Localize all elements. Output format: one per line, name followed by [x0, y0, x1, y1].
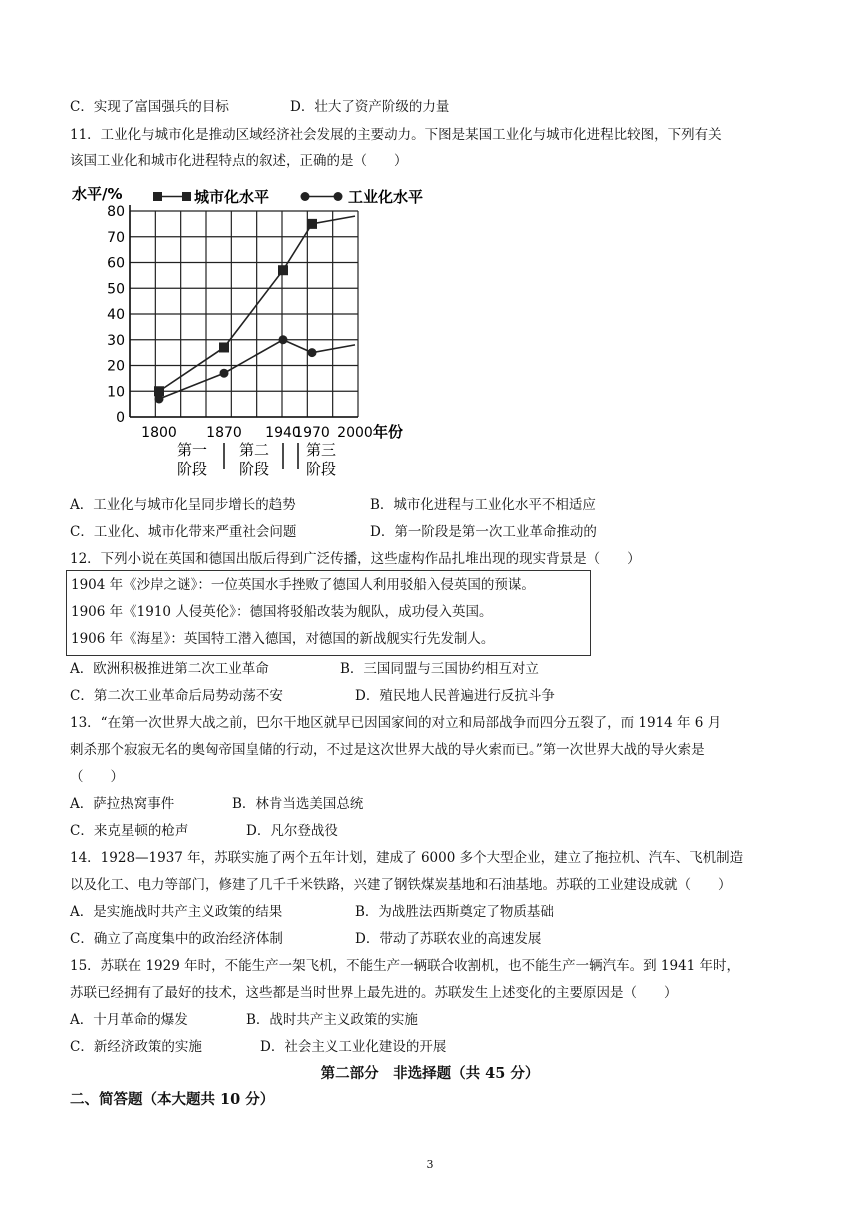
q13-stem-line1: 13．“在第一次世界大战之前，巴尔干地区就早已因国家间的对立和局部战争而四分五裂了，而 1914 年 6 月 [70, 715, 722, 731]
x-tick-label: 1870 [206, 425, 242, 441]
data-point-urbanization [278, 265, 288, 275]
y-tick-label: 60 [107, 255, 125, 272]
q11-option-a: A．工业化与城市化呈同步增长的趋势 [70, 497, 296, 513]
y-axis-label: 水平/% [72, 185, 123, 203]
x-tick-label: 1800 [141, 425, 177, 441]
x-axis-label: 年份 [373, 423, 404, 441]
legend-circle-marker [301, 192, 310, 201]
legend-square-marker [153, 192, 162, 201]
q14-option-a: A．是实施战时共产主义政策的结果 [70, 904, 283, 920]
q14-option-d: D．带动了苏联农业的高速发展 [355, 931, 542, 947]
chart-labels [72, 185, 403, 478]
y-tick-label: 50 [107, 281, 125, 298]
q15-option-a: A．十月革命的爆发 [70, 1012, 188, 1028]
q12-box-line1: 1904 年《沙岸之谜》：一位英国水手挫败了德国人利用驳船入侵英国的预谋。 [71, 577, 535, 593]
q12-option-b: B．三国同盟与三国协约相互对立 [340, 661, 539, 677]
data-point-industrialization [308, 348, 317, 357]
data-point-urbanization [307, 219, 317, 229]
y-tick-label: 20 [107, 358, 125, 375]
y-tick-label: 0 [116, 410, 125, 426]
q14-stem-line1: 14．1928—1937 年，苏联实施了两个五年计划，建成了 6000 多个大型企业，建立了拖拉机、汽车、飞机制造 [70, 850, 744, 866]
q11-option-b: B．城市化进程与工业化水平不相适应 [370, 497, 596, 513]
y-tick-label: 30 [107, 332, 125, 349]
legend-square-marker [182, 192, 191, 201]
data-point-industrialization [220, 369, 229, 378]
q12-option-d: D．殖民地人民普遍进行反抗斗争 [355, 688, 555, 704]
q11-option-d: D．第一阶段是第一次工业革命推动的 [370, 524, 597, 540]
stage-label: 阶段 [305, 460, 337, 478]
q10-option-c: C．实现了富国强兵的目标 [70, 99, 229, 115]
q13-option-c: C．来克星顿的枪声 [70, 823, 189, 839]
x-tick-label: 2000 [337, 425, 373, 441]
q14-option-b: B．为战胜法西斯奠定了物质基础 [355, 904, 554, 920]
legend-label-industrialization: 工业化水平 [348, 188, 424, 206]
q15-stem-line1: 15．苏联在 1929 年时，不能生产一架飞机，不能生产一辆联合收割机，也不能生产一辆汽车。到 1941 年时， [70, 958, 741, 974]
q11-stem-line1: 11．工业化与城市化是推动区域经济社会发展的主要动力。下图是某国工业化与城市化进程比较图，下列有关 [70, 127, 722, 143]
q15-option-c: C．新经济政策的实施 [70, 1039, 202, 1055]
q14-stem-line2: 以及化工、电力等部门，修建了几千千米铁路，兴建了钢铁煤炭基地和石油基地。苏联的工业建设成就（ ） [70, 877, 732, 893]
page-number: 3 [426, 1158, 434, 1171]
q13-stem-line2: 刺杀那个寂寂无名的奥匈帝国皇储的行动，不过是这次世界大战的导火索而已。”第一次世界大战的导火索是 [70, 742, 705, 758]
q12-material-box [66, 570, 591, 656]
part2-title: 第二部分 非选择题（共 45 分） [320, 1065, 540, 1082]
q12-box-line3: 1906 年《海星》：英国特工潜入德国，对德国的新战舰实行先发制人。 [71, 631, 495, 647]
q11-stem-line2: 该国工业化和城市化进程特点的叙述，正确的是（ ） [70, 153, 408, 169]
y-tick-label: 80 [107, 204, 125, 220]
x-tick-label: 1970 [294, 425, 330, 441]
q13-stem-line3: （ ） [70, 769, 124, 785]
q12-option-a: A．欧洲积极推进第二次工业革命 [70, 661, 269, 677]
chart-legend [153, 188, 423, 206]
q12-stem: 12．下列小说在英国和德国出版后得到广泛传播，这些虚构作品扎堆出现的现实背景是（ ） [70, 551, 641, 567]
q15-option-b: B．战时共产主义政策的实施 [246, 1012, 418, 1028]
stage-label: 第三 [305, 441, 337, 459]
q14-option-c: C．确立了高度集中的政治经济体制 [70, 931, 283, 947]
y-tick-label: 40 [107, 307, 125, 323]
x-tick-label: 1940 [265, 425, 301, 441]
stage-label: 阶段 [176, 460, 208, 478]
stage-label: 第一 [176, 441, 208, 459]
chart-series [154, 216, 355, 403]
q10-option-d: D．壮大了资产阶级的力量 [290, 99, 450, 115]
y-tick-label: 10 [107, 384, 125, 401]
q12-box-line2: 1906 年《1910 人侵英伦》：德国将驳船改装为舰队，成功侵入英国。 [71, 604, 493, 620]
data-point-industrialization [279, 335, 288, 344]
stage-label: 阶段 [238, 460, 270, 478]
q15-stem-line2: 苏联已经拥有了最好的技术，这些都是当时世界上最先进的。苏联发生上述变化的主要原因是（ ） [70, 985, 678, 1001]
section2-title: 二、简答题（本大题共 10 分） [70, 1091, 275, 1108]
data-point-urbanization [219, 342, 229, 352]
legend-circle-marker [334, 192, 343, 201]
legend-label-urbanization: 城市化水平 [194, 188, 270, 206]
q13-option-d: D．凡尔登战役 [246, 823, 338, 839]
urbanization-industrialization-chart [70, 183, 440, 483]
q11-option-c: C．工业化、城市化带来严重社会问题 [70, 524, 297, 540]
chart-grid [130, 211, 358, 417]
q13-option-b: B．林肯当选美国总统 [232, 796, 364, 812]
data-point-industrialization [155, 394, 164, 403]
y-tick-label: 70 [107, 229, 125, 246]
q13-option-a: A．萨拉热窝事件 [70, 796, 175, 812]
q15-option-d: D．社会主义工业化建设的开展 [260, 1039, 447, 1055]
stage-label: 第二 [238, 441, 270, 459]
q12-option-c: C．第二次工业革命后局势动荡不安 [70, 688, 283, 704]
